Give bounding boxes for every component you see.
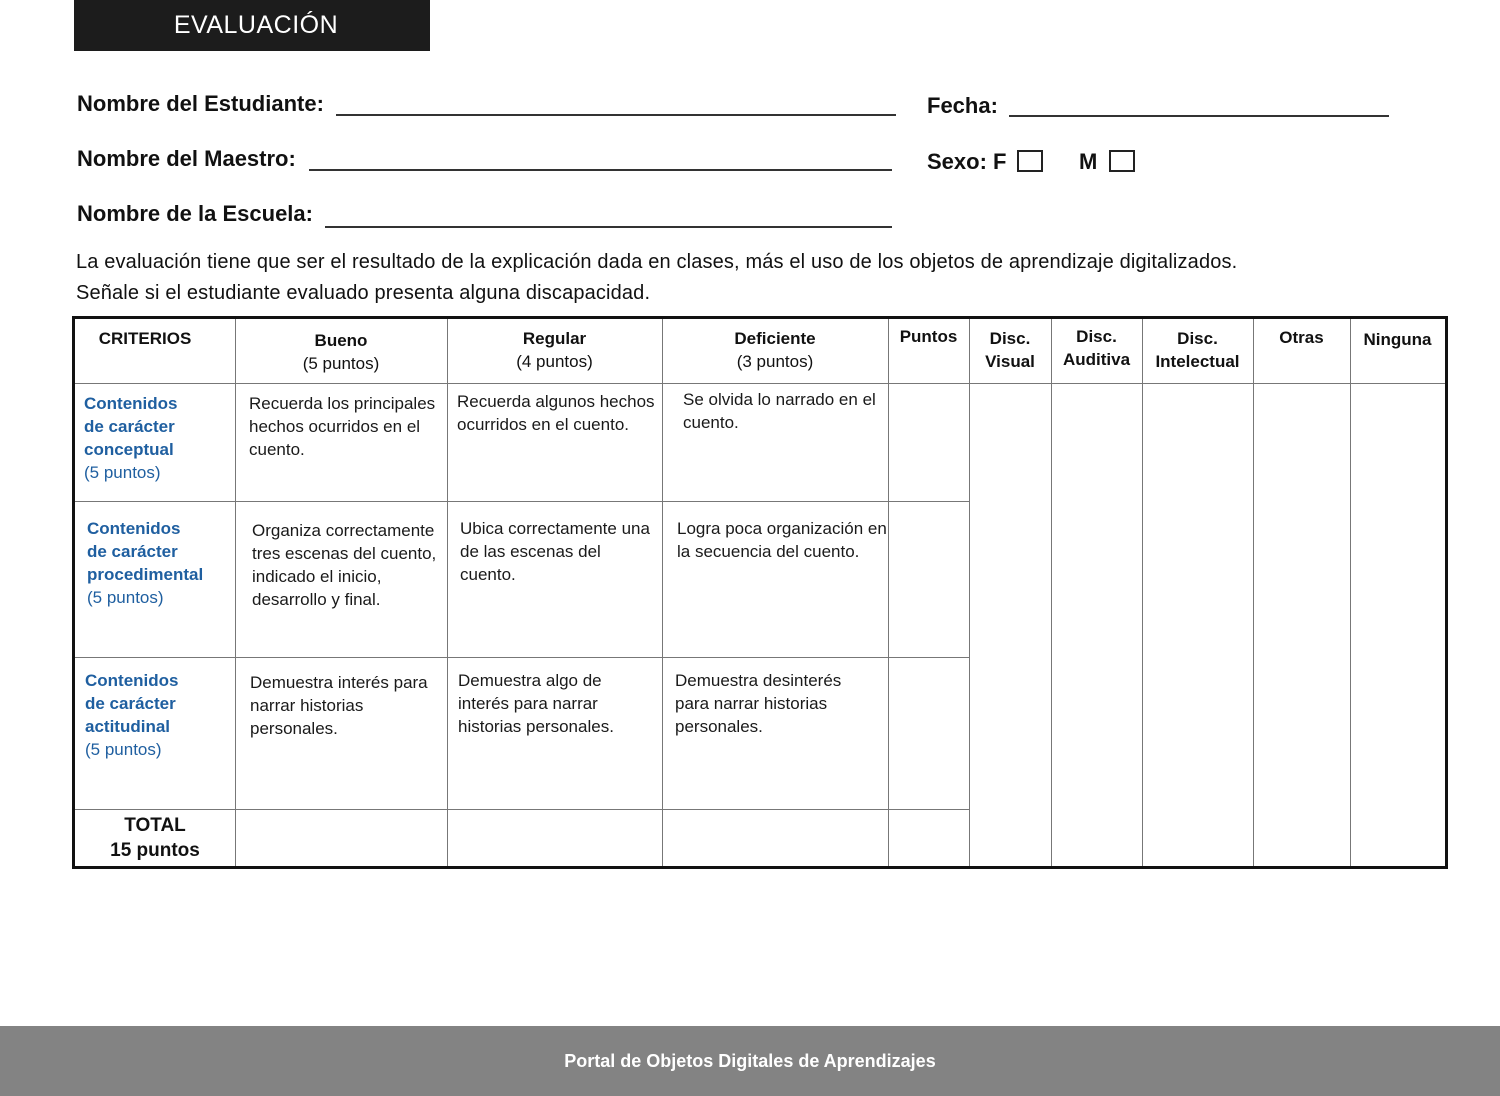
- date-label: Fecha:: [927, 93, 998, 118]
- header-disc-visual-1: Disc.: [989, 329, 1031, 348]
- footer-text: Portal de Objetos Digitales de Aprendizajes: [564, 1050, 936, 1071]
- header-criterios: CRITERIOS: [98, 329, 192, 348]
- criterion-line: de carácter: [87, 542, 178, 561]
- row-conceptual-regular: Recuerda algunos hechos ocurridos en el cuento.: [457, 392, 655, 434]
- criterion-points: (5 puntos): [84, 463, 161, 482]
- grid-line: [662, 319, 663, 866]
- school-name-label: Nombre de la Escuela:: [77, 201, 313, 226]
- instructions: [76, 247, 1448, 309]
- criterion-conceptual: [84, 392, 232, 484]
- page-title: EVALUACIÓN: [173, 11, 339, 39]
- grid-line: [75, 383, 1445, 384]
- header-regular-label: Regular: [522, 329, 587, 348]
- header-deficiente-points: (3 puntos): [736, 352, 814, 371]
- grid-line: [75, 501, 969, 502]
- criterion-line: de carácter: [84, 417, 175, 436]
- header-puntos: Puntos: [899, 327, 958, 346]
- row-actitudinal-deficiente: Demuestra desinterés para narrar historias personales.: [675, 671, 842, 736]
- header-ninguna: Ninguna: [1363, 330, 1432, 349]
- grid-line: [1253, 319, 1254, 866]
- row-actitudinal-bueno: Demuestra interés para narrar historias personales.: [250, 673, 428, 738]
- criterion-line: conceptual: [84, 440, 174, 459]
- criterion-line: actitudinal: [85, 717, 171, 736]
- header-disc-intelectual-1: Disc.: [1177, 329, 1218, 348]
- row-conceptual-bueno: Recuerda los principales hechos ocurridos en el cuento.: [249, 394, 436, 459]
- header-regular: [447, 327, 662, 373]
- sex-m-checkbox[interactable]: [1109, 150, 1135, 172]
- criterion-line: Contenidos: [84, 394, 178, 413]
- grid-line: [1051, 319, 1052, 866]
- teacher-name-field[interactable]: [309, 169, 892, 171]
- row-procedimental-regular: Ubica correctamente una de las escenas del cuento.: [460, 519, 650, 584]
- criterion-points: (5 puntos): [85, 740, 162, 759]
- criterion-points: (5 puntos): [87, 588, 164, 607]
- page-title-bar: [74, 0, 430, 51]
- criterion-line: Contenidos: [87, 519, 181, 538]
- criterion-procedimental: [87, 517, 235, 609]
- total-title: TOTAL: [124, 815, 186, 836]
- header-disc-intelectual-2: Intelectual: [1155, 352, 1240, 371]
- header-disc-auditiva-1: Disc.: [1076, 327, 1117, 346]
- sex-f-checkbox[interactable]: [1017, 150, 1043, 172]
- instructions-line-2: Señale si el estudiante evaluado presenta alguna discapacidad.: [76, 282, 651, 304]
- sex-m-label: M: [1079, 149, 1098, 174]
- grid-line: [1350, 319, 1351, 866]
- grid-line: [75, 809, 969, 810]
- header-bueno: [235, 329, 447, 375]
- grid-line: [447, 319, 448, 866]
- total-points: 15 puntos: [110, 840, 200, 861]
- header-otras: Otras: [1279, 328, 1324, 347]
- student-name-field[interactable]: [336, 114, 896, 116]
- header-disc-visual: [969, 327, 1051, 373]
- total-label: [75, 813, 235, 863]
- header-disc-visual-2: Visual: [985, 352, 1035, 371]
- student-name-label: Nombre del Estudiante:: [77, 91, 324, 116]
- header-deficiente: [662, 327, 888, 373]
- criterion-line: Contenidos: [85, 671, 179, 690]
- grid-line: [1142, 319, 1143, 866]
- teacher-name-label: Nombre del Maestro:: [77, 146, 296, 171]
- header-deficiente-label: Deficiente: [734, 329, 816, 348]
- rubric-table: [72, 316, 1448, 869]
- header-disc-intelectual: [1142, 327, 1253, 373]
- grid-line: [235, 319, 236, 866]
- row-procedimental-bueno: Organiza correctamente tres escenas del cuento, indicado el inicio, desarrollo y final.: [252, 521, 437, 609]
- row-procedimental-deficiente: Logra poca organización en la secuencia del cuento.: [677, 519, 887, 561]
- header-bueno-points: (5 puntos): [302, 354, 380, 373]
- criterion-line: de carácter: [85, 694, 176, 713]
- grid-line: [969, 319, 970, 866]
- header-disc-auditiva: [1051, 325, 1142, 371]
- header-disc-auditiva-2: Auditiva: [1062, 350, 1131, 369]
- school-name-field[interactable]: [325, 226, 892, 228]
- criterion-actitudinal: [85, 669, 233, 761]
- header-bueno-label: Bueno: [314, 331, 368, 350]
- criterion-line: procedimental: [87, 565, 204, 584]
- footer-bar: [0, 1026, 1500, 1096]
- row-actitudinal-regular: Demuestra algo de interés para narrar historias personales.: [458, 671, 614, 736]
- row-conceptual-deficiente: Se olvida lo narrado en el cuento.: [683, 390, 876, 432]
- grid-line: [888, 319, 889, 866]
- date-field[interactable]: [1009, 115, 1389, 117]
- sex-label: Sexo: F: [927, 149, 1007, 174]
- header-regular-points: (4 puntos): [516, 352, 593, 371]
- grid-line: [75, 657, 969, 658]
- instructions-line-1: La evaluación tiene que ser el resultado de la explicación dada en clases, más el uso de los objetos de aprendizaje digitalizados.: [76, 251, 1238, 273]
